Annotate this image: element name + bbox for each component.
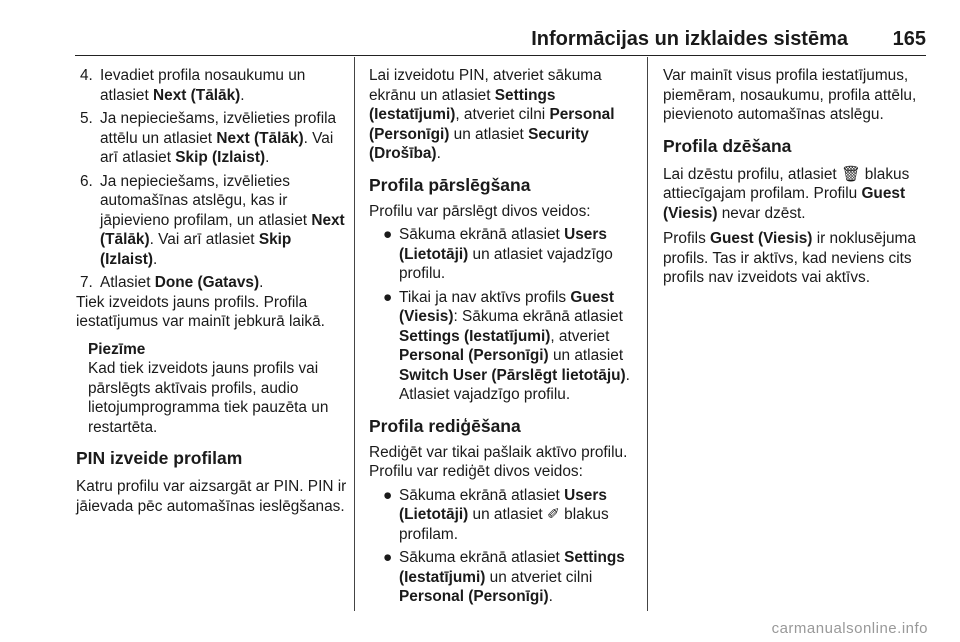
text: un atlasiet xyxy=(449,125,529,143)
text: , atveriet xyxy=(550,327,610,345)
bullet-icon: ● xyxy=(383,549,393,566)
text: : Sākuma ekrānā atlasiet xyxy=(453,308,623,325)
text: . xyxy=(436,145,441,162)
ui-label: Skip (Izlaist) xyxy=(175,149,266,166)
ui-label: Settings (Iestatījumi) xyxy=(399,549,625,586)
trash-icon: 🗑 xyxy=(840,165,861,183)
step-text: Ja nepieciešams, izvēlieties automašīnas atslēgu, kas ir jāpievieno profilam, un atlasiet xyxy=(100,172,312,229)
bullet-icon: ● xyxy=(383,288,393,306)
ui-label: Guest (Viesis) xyxy=(399,288,614,325)
text: . Atlasiet vajadzīgo profilu. xyxy=(399,366,630,403)
column-1 xyxy=(76,66,348,516)
edit-pencil-icon: ✐ xyxy=(546,506,560,523)
step-text: . xyxy=(259,274,264,291)
page-title: Informācijas un izklaides sistēma xyxy=(531,28,848,50)
text: , atveriet cilni xyxy=(455,106,550,123)
step-5 xyxy=(76,109,348,168)
ui-label: Guest (Viesis) xyxy=(663,185,906,222)
text: un atveriet cilni xyxy=(485,568,593,586)
text: Sākuma ekrānā atlasiet xyxy=(399,226,565,243)
watermark: carmanualsonline.info xyxy=(771,619,928,637)
ui-label: Personal (Personīgi) xyxy=(399,347,549,364)
section-heading-delete: Profila dzēšana xyxy=(663,135,792,156)
text: Sākuma ekrānā atlasiet xyxy=(399,486,565,504)
step-4 xyxy=(76,66,348,105)
paragraph: Profilu var pārslēgt divos veidos: xyxy=(369,202,591,220)
paragraph xyxy=(663,229,933,288)
text: blakus profilam. xyxy=(399,506,609,543)
bullet-item xyxy=(369,225,633,284)
paragraph: Tiek izveidots jauns profils. Profila iestatījumus var mainīt jebkurā laikā. xyxy=(76,293,325,330)
step-7 xyxy=(76,273,348,293)
step-number: 6. xyxy=(80,172,93,190)
note-box xyxy=(76,340,348,438)
paragraph: Katru profilu var aizsargāt ar PIN. PIN ir jāievada pēc automašīnas ieslēgšanas. xyxy=(76,478,347,515)
column-divider xyxy=(647,57,648,611)
text: Lai dzēstu profilu, atlasiet xyxy=(663,165,841,183)
column-2 xyxy=(369,66,633,611)
paragraph xyxy=(663,165,933,224)
paragraph: Var mainīt visus profila iestatījumus, piemēram, nosaukumu, profila attēlu, pievienoto automašīnas atslēgu. xyxy=(663,67,917,123)
section-heading-pin: PIN izveide profilam xyxy=(76,448,243,468)
step-text: . xyxy=(240,86,245,104)
ui-label: Next (Tālāk) xyxy=(100,211,345,248)
text: Sākuma ekrānā atlasiet xyxy=(399,549,565,566)
step-text: . xyxy=(153,250,158,268)
page-number: 165 xyxy=(892,28,926,50)
text: Profils xyxy=(663,230,711,247)
ui-label: Security (Drošība) xyxy=(369,125,589,162)
step-text: Atlasiet xyxy=(100,274,155,291)
ui-label: Next (Tālāk) xyxy=(216,129,304,147)
ui-label: Skip (Izlaist) xyxy=(100,231,292,268)
text: blakus attiecīgajam profilam. Profilu xyxy=(663,165,910,202)
note-text: Kad tiek izveidots jauns profils vai pārslēgts aktīvais profils, audio lietojumprogramma tiek pauzēta un restartēta. xyxy=(88,360,329,436)
text: un atlasiet xyxy=(548,347,624,364)
step-number: 4. xyxy=(80,67,93,84)
bullet-item xyxy=(369,486,633,545)
step-text: . xyxy=(265,149,270,166)
bullet-icon: ● xyxy=(383,486,393,504)
step-6 xyxy=(76,172,348,270)
bullet-icon: ● xyxy=(383,226,393,243)
ui-label: Personal (Personīgi) xyxy=(399,588,549,605)
text: un atlasiet xyxy=(468,506,547,523)
ui-label: Settings (Iestatījumi) xyxy=(399,327,551,345)
ui-label: Switch User (Pārslēgt lietotāju) xyxy=(399,366,626,384)
text: un atlasiet vajadzīgo profilu. xyxy=(399,245,613,282)
ui-label: Users (Lietotāji) xyxy=(399,226,607,263)
step-text: . Vai arī atlasiet xyxy=(100,129,334,166)
ui-label: Done (Gatavs) xyxy=(154,274,260,291)
ui-label: Settings (Iestatījumi) xyxy=(369,86,556,123)
bullet-item xyxy=(369,548,633,607)
text: . xyxy=(548,588,553,605)
text: Tikai ja nav aktīvs profils xyxy=(399,288,571,306)
paragraph xyxy=(369,66,633,164)
ui-label: Users (Lietotāji) xyxy=(399,486,607,523)
text: nevar dzēst. xyxy=(717,204,806,222)
section-heading-switch: Profila pārslēgšana xyxy=(369,174,531,195)
header-rule xyxy=(75,55,926,56)
text: Lai izveidotu PIN, atveriet sākuma ekrānu un atlasiet xyxy=(369,67,602,104)
column-3 xyxy=(663,66,933,288)
ui-label: Next (Tālāk) xyxy=(153,86,241,104)
step-number: 7. xyxy=(80,274,93,291)
column-divider xyxy=(354,57,355,611)
step-text: . Vai arī atlasiet xyxy=(149,231,259,248)
page-header xyxy=(0,25,960,57)
paragraph: Rediģēt var tikai pašlaik aktīvo profilu. Profilu var rediģēt divos veidos: xyxy=(369,443,628,480)
section-heading-edit: Profila rediģēšana xyxy=(369,415,521,436)
note-title: Piezīme xyxy=(88,340,146,358)
step-text: Ievadiet profila nosaukumu un atlasiet xyxy=(100,67,306,104)
text: ir noklusējuma profils. Tas ir aktīvs, kad neviens cits profils nav izveidots vai aktīvs. xyxy=(663,230,916,286)
step-text: Ja nepieciešams, izvēlieties profila attēlu un atlasiet xyxy=(100,110,337,147)
ui-label: Personal (Personīgi) xyxy=(369,106,615,143)
ui-label: Guest (Viesis) xyxy=(710,230,813,247)
step-number: 5. xyxy=(80,110,93,127)
bullet-item xyxy=(369,288,633,405)
